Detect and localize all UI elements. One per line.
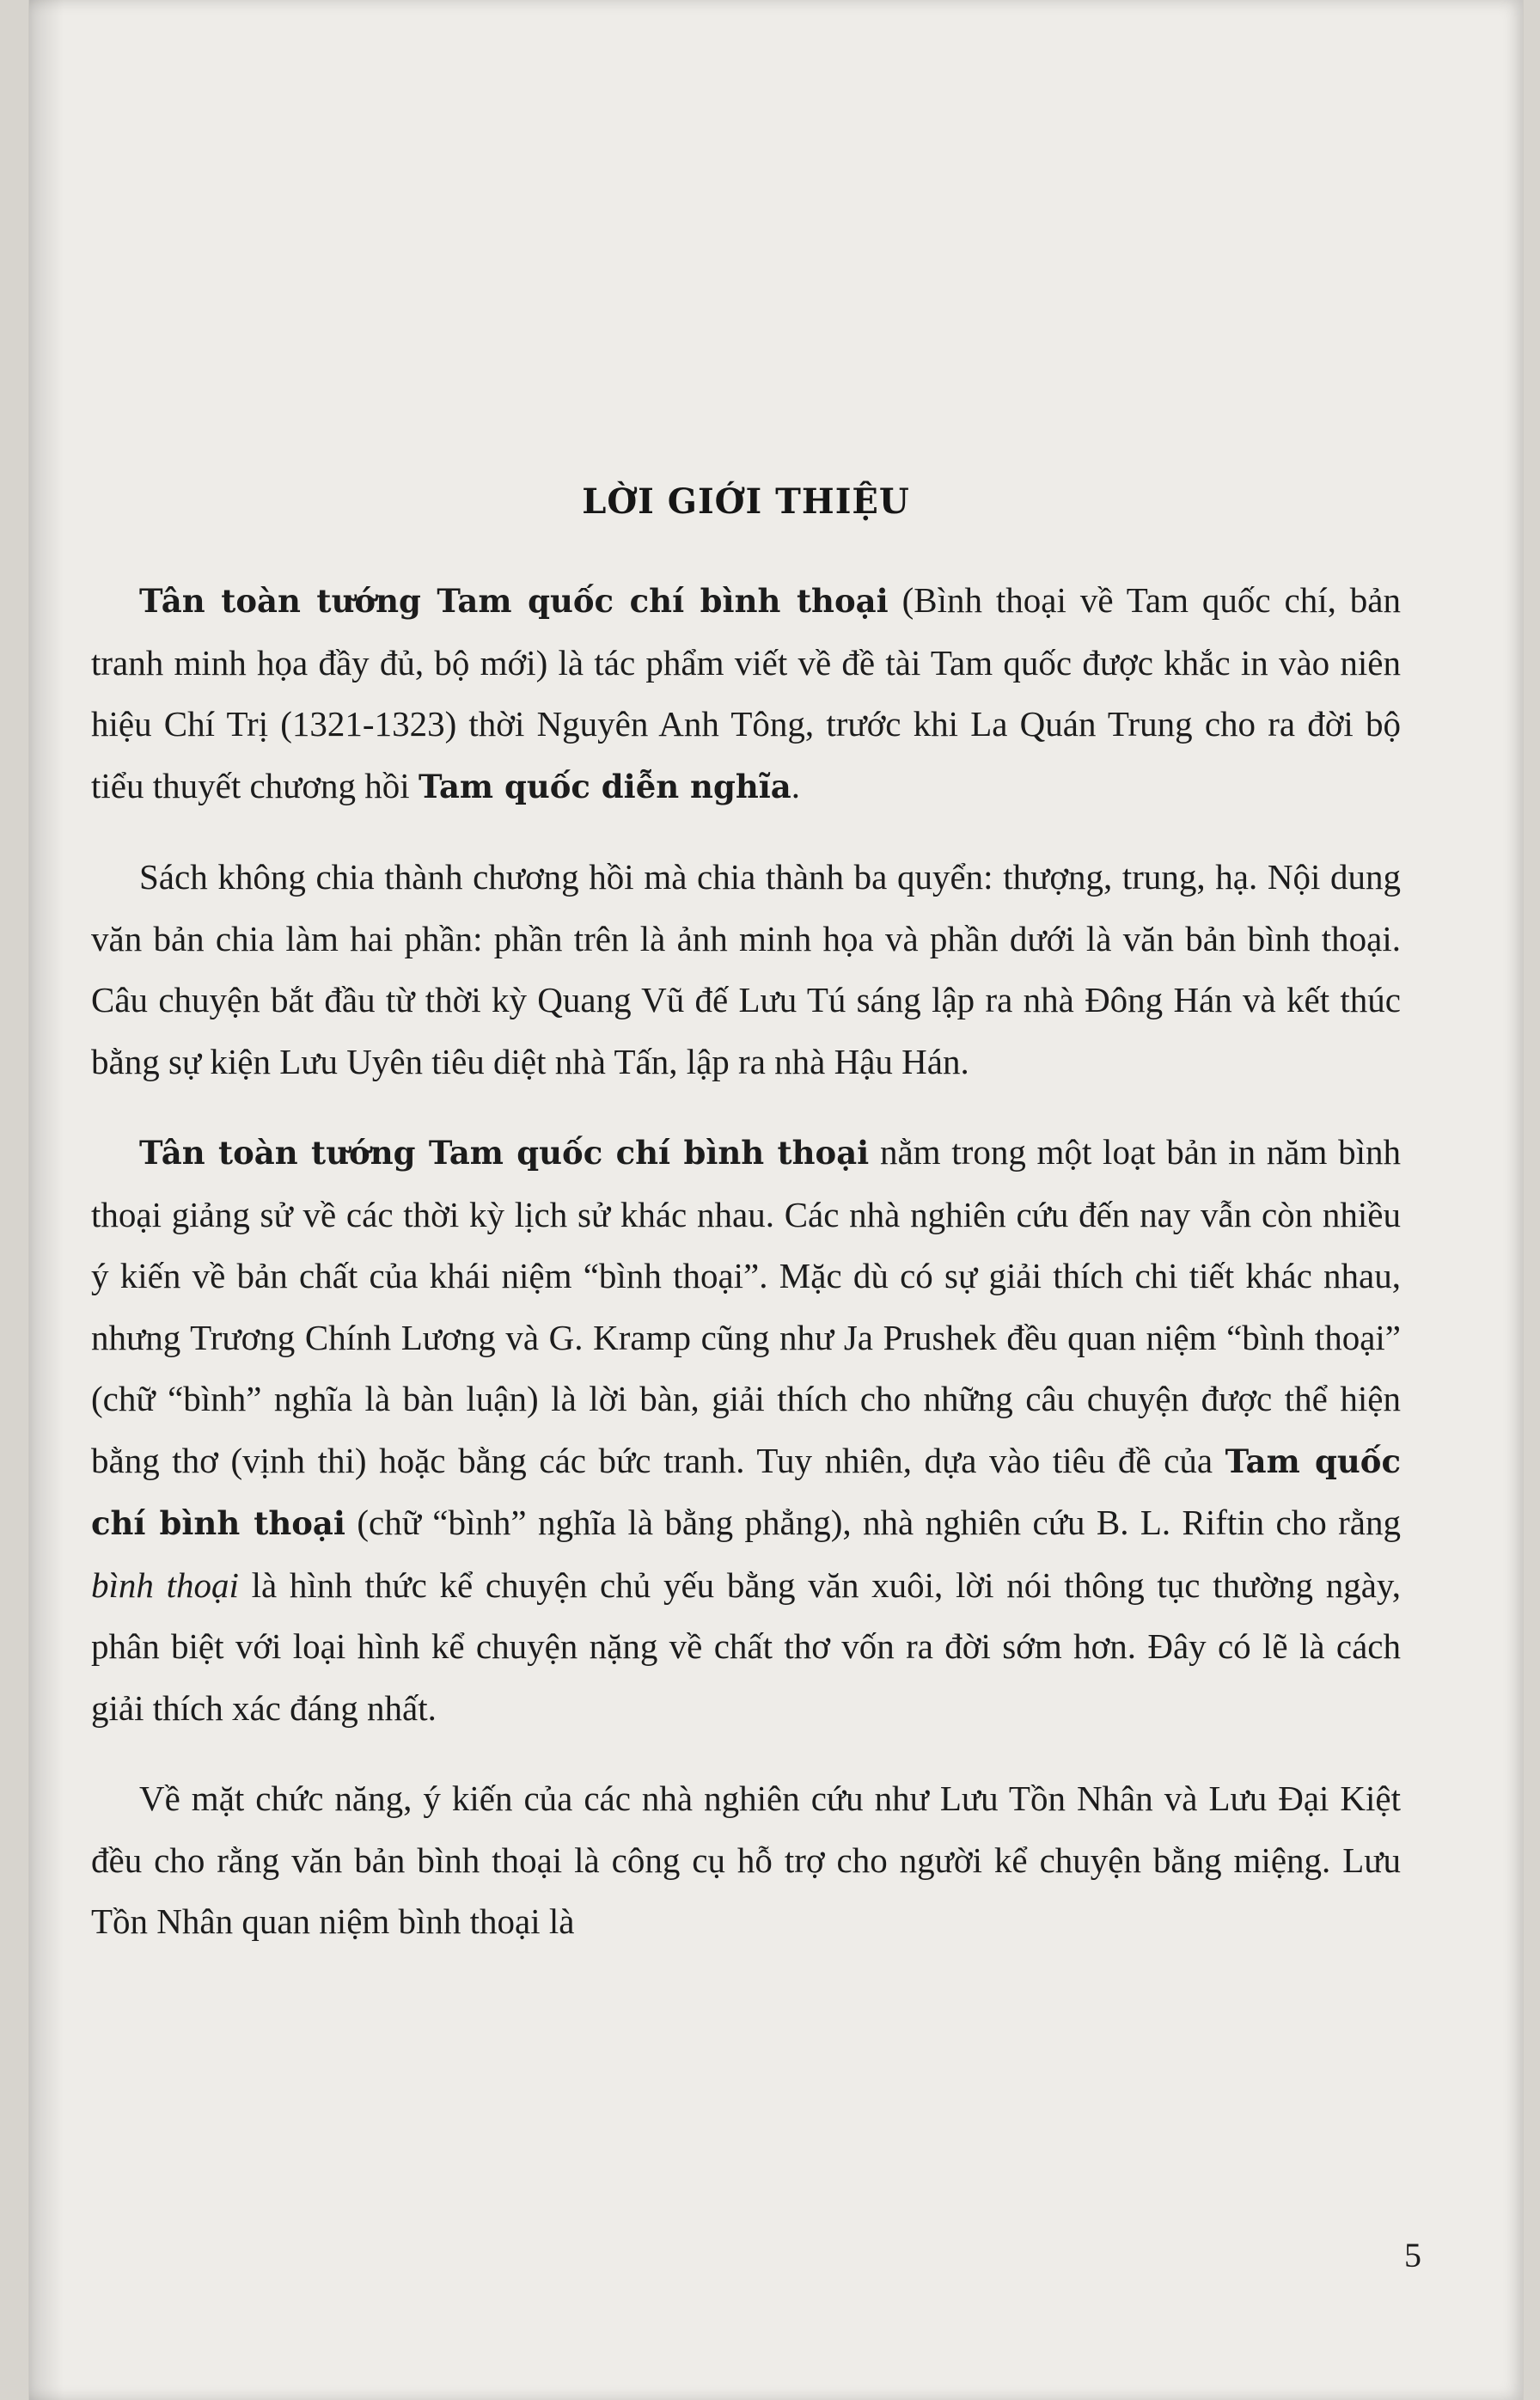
- bold-work-title: Tam quốc diễn nghĩa: [418, 767, 791, 805]
- paragraph-4: [91, 1768, 1401, 1953]
- paragraph-text: nằm trong một loạt bản in năm bình thoại giảng sử về các thời kỳ lịch sử khác nhau. Các nhà nghiên cứu đến nay vẫn còn nhiều ý kiến về bản chất của khái niệm “bình thoại”. Mặc dù có sự giải thích chi tiết khác nhau, nhưng Trương Chính Lương và G. Kramp cũng như Ja Prushek đều quan niệm “bình thoại” (chữ “bình” nghĩa là bàn luận) là lời bàn, giải thích cho những câu chuyện được thể hiện bằng thơ (vịnh thi) hoặc bằng các bức tranh. Tuy nhiên, dựa vào tiêu đề của: [91, 1132, 1401, 1480]
- paragraph-text: Sách không chia thành chương hồi mà chia thành ba quyển: thượng, trung, hạ. Nội dung văn bản chia làm hai phần: phần trên là ảnh minh họa và phần dưới là văn bản bình thoại. Câu chuyện bắt đầu từ thời kỳ Quang Vũ đế Lưu Tú sáng lập ra nhà Đông Hán và kết thúc bằng sự kiện Lưu Uyên tiêu diệt nhà Tấn, lập ra nhà Hậu Hán.: [91, 857, 1401, 1081]
- book-page: [29, 0, 1523, 2400]
- paragraph-text: (chữ “bình” nghĩa là bằng phẳng), nhà nghiên cứu B. L. Riftin cho rằng: [345, 1503, 1401, 1542]
- chapter-title: LỜI GIỚI THIỆU: [582, 481, 910, 522]
- paragraph-2: [91, 847, 1401, 1093]
- bold-work-title: Tân toàn tướng Tam quốc chí bình thoại: [139, 582, 889, 620]
- paragraph-1: [91, 570, 1401, 817]
- italic-term: bình thoại: [91, 1564, 239, 1605]
- paragraph-text: Về mặt chức năng, ý kiến của các nhà nghiên cứu như Lưu Tồn Nhân và Lưu Đại Kiệt đều cho rằng văn bản bình thoại là công cụ hỗ trợ cho người kể chuyện bằng miệng. Lưu Tồn Nhân quan niệm bình thoại là: [91, 1779, 1401, 1941]
- bold-work-title: Tam quốc chí bình thoại: [91, 1442, 1401, 1542]
- paragraph-text: là hình thức kể chuyện chủ yếu bằng văn xuôi, lời nói thông tục thường ngày, phân biệt với loại hình kể chuyện nặng về chất thơ vốn ra đời sớm hơn. Đây có lẽ là cách giải thích xác đáng nhất.: [91, 1564, 1401, 1728]
- bold-work-title: Tân toàn tướng Tam quốc chí bình thoại: [139, 1134, 870, 1172]
- paragraph-text: .: [791, 765, 801, 805]
- page-content: [91, 481, 1401, 1982]
- paragraph-text: (Bình thoại về Tam quốc chí, bản tranh minh họa đầy đủ, bộ mới) là tác phẩm viết về đề tài Tam quốc được khắc in vào niên hiệu Chí Trị (1321-1323) thời Nguyên Anh Tông, trước khi La Quán Trung cho ra đời bộ tiểu thuyết chương hồi: [91, 580, 1401, 805]
- paragraph-3: [91, 1122, 1401, 1739]
- page-number: 5: [1404, 2236, 1421, 2274]
